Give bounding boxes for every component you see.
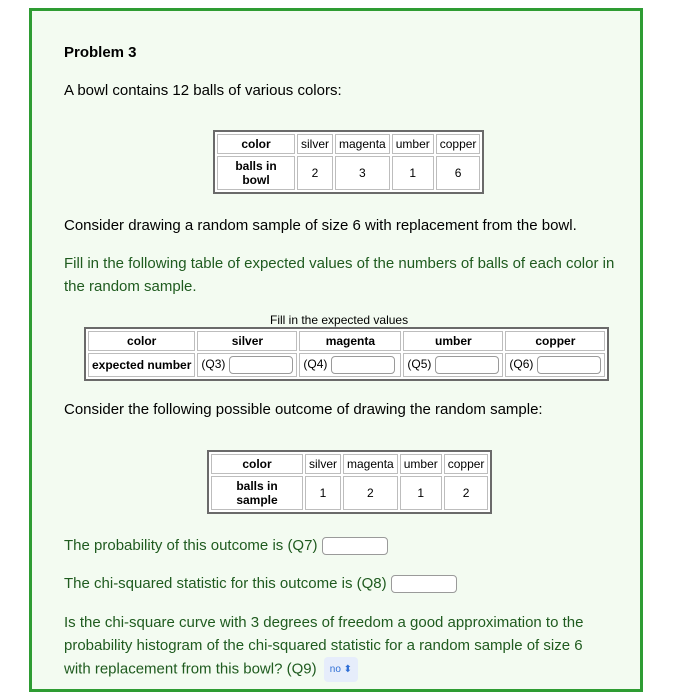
expected-number-header: expected number xyxy=(88,353,195,377)
sample-color-umber: umber xyxy=(400,454,442,474)
sample-table xyxy=(207,450,492,514)
sample-table-header-row xyxy=(211,454,488,474)
bowl-count-magenta: 3 xyxy=(335,156,390,190)
sample-color-silver: silver xyxy=(305,454,341,474)
q3-label: (Q3) xyxy=(201,357,226,372)
sample-table-count-row xyxy=(211,476,488,510)
fill-instruction: Fill in the following table of expected values of the numbers of balls of each color in the random sample. xyxy=(64,255,615,295)
expected-table-input-row xyxy=(88,353,605,377)
bowl-color-magenta: magenta xyxy=(335,134,390,154)
q8-text: The chi-squared statistic for this outcome is (Q8) xyxy=(64,575,387,592)
expected-table-header-row xyxy=(88,331,605,351)
expected-color-umber: umber xyxy=(403,331,503,351)
problem-card xyxy=(29,8,643,692)
bowl-color-copper: copper xyxy=(436,134,481,154)
q8-input[interactable] xyxy=(391,575,457,593)
expected-color-header: color xyxy=(88,331,195,351)
q7-row xyxy=(64,534,388,557)
expected-cell-silver xyxy=(197,353,297,377)
bowl-table-header-row xyxy=(217,134,480,154)
expected-cell-copper xyxy=(505,353,605,377)
bowl-color-silver: silver xyxy=(297,134,333,154)
q7-input[interactable] xyxy=(322,537,388,555)
sample-color-copper: copper xyxy=(444,454,489,474)
q9-select[interactable] xyxy=(324,657,358,682)
intro-text: A bowl contains 12 balls of various colors: xyxy=(64,82,342,99)
sample-count-header: balls in sample xyxy=(211,476,303,510)
sample-count-umber: 1 xyxy=(400,476,442,510)
sampling-text: Consider drawing a random sample of size 6 with replacement from the bowl. xyxy=(64,217,577,234)
q7-text: The probability of this outcome is (Q7) xyxy=(64,537,318,554)
sample-count-silver: 1 xyxy=(305,476,341,510)
expected-color-copper: copper xyxy=(505,331,605,351)
q6-input[interactable] xyxy=(537,356,601,374)
q5-label: (Q5) xyxy=(407,357,432,372)
expected-table-caption: Fill in the expected values xyxy=(270,313,409,327)
sample-color-header: color xyxy=(211,454,303,474)
q9-row xyxy=(64,611,609,682)
expected-color-magenta: magenta xyxy=(299,331,401,351)
chevron-updown-icon: ⬍ xyxy=(343,664,353,675)
q3-input[interactable] xyxy=(229,356,293,374)
q6-label: (Q6) xyxy=(509,357,534,372)
bowl-color-header: color xyxy=(217,134,295,154)
bowl-table-count-row xyxy=(217,156,480,190)
bowl-count-umber: 1 xyxy=(392,156,434,190)
expected-cell-magenta xyxy=(299,353,401,377)
bowl-table xyxy=(213,130,484,194)
expected-color-silver: silver xyxy=(197,331,297,351)
sample-color-magenta: magenta xyxy=(343,454,398,474)
bowl-count-copper: 6 xyxy=(436,156,481,190)
q9-text: Is the chi-square curve with 3 degrees of freedom a good approximation to the probability histogram of the chi-squared statistic for a random sample of size 6 with replacement from this bowl? (Q9) xyxy=(64,614,584,678)
q4-label: (Q4) xyxy=(303,357,328,372)
q9-selected-value: no xyxy=(329,664,341,675)
bowl-count-silver: 2 xyxy=(297,156,333,190)
expected-table xyxy=(84,327,609,381)
sample-count-magenta: 2 xyxy=(343,476,398,510)
problem-title: Problem 3 xyxy=(64,44,137,61)
sample-count-copper: 2 xyxy=(444,476,489,510)
bowl-count-header: balls in bowl xyxy=(217,156,295,190)
q4-input[interactable] xyxy=(331,356,395,374)
bowl-color-umber: umber xyxy=(392,134,434,154)
q8-row xyxy=(64,572,457,595)
q5-input[interactable] xyxy=(435,356,499,374)
outcome-text: Consider the following possible outcome of drawing the random sample: xyxy=(64,401,543,418)
expected-cell-umber xyxy=(403,353,503,377)
